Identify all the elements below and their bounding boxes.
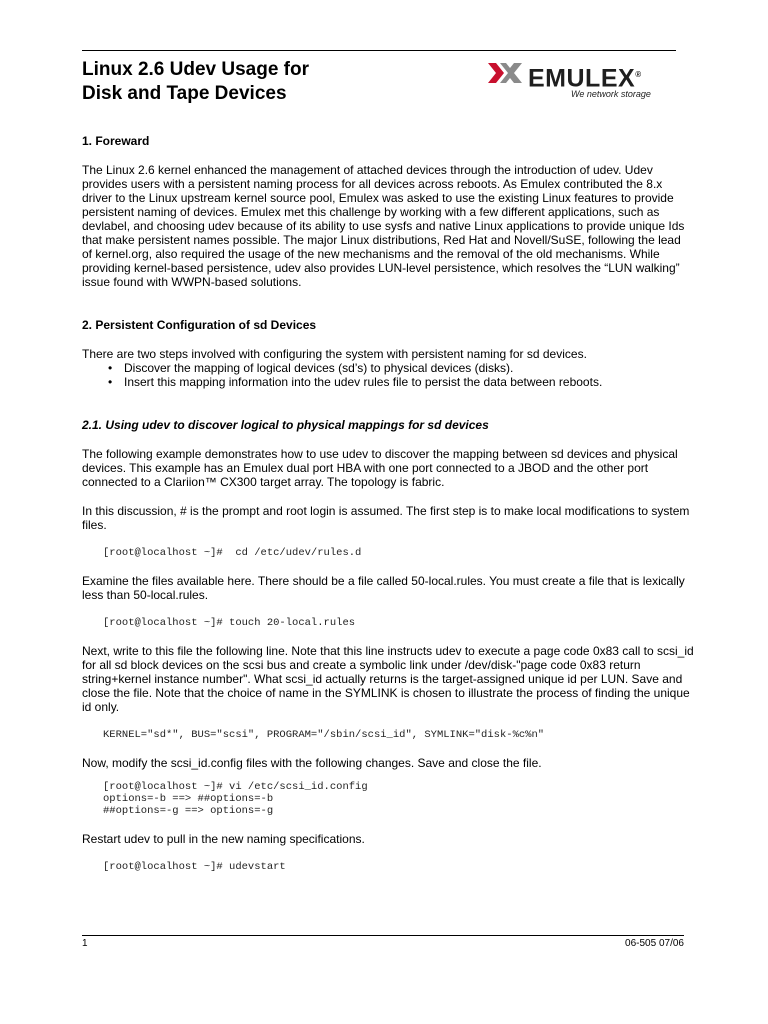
code-vi-line-1: [root@localhost ~]# vi /etc/scsi_id.config bbox=[103, 781, 368, 793]
list-item: • Discover the mapping of logical devices (sd’s) to physical devices (disks). bbox=[124, 361, 694, 375]
page-number: 1 bbox=[82, 938, 88, 949]
paragraph-steps-intro: There are two steps involved with configuring the system with persistent naming for sd devices. bbox=[82, 347, 587, 361]
code-vi-line-3: ##options=-g ==> options=-g bbox=[103, 805, 274, 817]
paragraph-foreward: The Linux 2.6 kernel enhanced the management of attached devices through the introduction of udev. Udev provides users with a persistent naming process for all devices across reboots. As Emulex contributed the 8.x driver to the Linux upstream kernel source pool, Emulex was asked to use the existing Linux features to provide persistent naming of devices. Emulex met this challenge by working with a few different applications, such as devlabel, and choosing udev because of its ability to use sysfs and native Linux applications to provide unique Ids that make persistent names possible. The major Linux distributions, Red Hat and Novell/SuSE, following the lead of kernel.org, also required the usage of the new mechanisms and the removal of the old mechanisms. While providing kernel-based persistence, udev also provides LUN-level persistence, which resolves the “LUN walking” issue found with WWPN-based solutions. bbox=[82, 163, 685, 289]
emulex-logo bbox=[486, 60, 686, 104]
paragraph-modify: Now, modify the scsi_id.config files with the following changes. Save and close the file. bbox=[82, 756, 542, 770]
title-line-1: Linux 2.6 Udev Usage for bbox=[82, 59, 310, 80]
section-heading-persistent-config: 2. Persistent Configuration of sd Devices bbox=[82, 318, 317, 332]
paragraph-restart: Restart udev to pull in the new naming specifications. bbox=[82, 832, 365, 846]
logo-tagline: We network storage bbox=[571, 89, 651, 99]
steps-list bbox=[82, 361, 694, 389]
title-line-2: Disk and Tape Devices bbox=[82, 83, 287, 104]
paragraph-examine: Examine the files available here. There should be a file called 50-local.rules. You must create a file that is lexically less than 50-local.rules. bbox=[82, 574, 685, 602]
document-body bbox=[82, 134, 694, 873]
section-heading-foreward: 1. Foreward bbox=[82, 134, 150, 148]
code-udevstart: [root@localhost ~]# udevstart bbox=[103, 861, 286, 873]
paragraph-example: The following example demonstrates how to use udev to discover the mapping between sd devices and physical devices. This example has an Emulex dual port HBA with one port connected to a JBOD and the other port connected to a Clariion™ CX300 target array. The topology is fabric. bbox=[82, 447, 678, 489]
logo-wordmark: EMULEX® bbox=[528, 64, 642, 93]
paragraph-discussion: In this discussion, # is the prompt and root login is assumed. The first step is to make local modifications to system files. bbox=[82, 504, 690, 532]
emulex-x-logo-icon bbox=[486, 60, 526, 86]
code-touch-rules: [root@localhost ~]# touch 20-local.rules bbox=[103, 617, 356, 629]
document-code: 06-505 07/06 bbox=[625, 938, 684, 949]
footer-rule bbox=[82, 935, 684, 936]
code-cd-rules: [root@localhost ~]# cd /etc/udev/rules.d bbox=[103, 547, 362, 559]
paragraph-next: Next, write to this file the following line. Note that this line instructs udev to execute a page code 0x83 call to scsi_id for all sd block devices on the scsi bus and create a symbolic link under /dev/disk-"page code 0x83 return string+kernel instance number". What scsi_id actually returns is the target-assigned unique id per LUN. Save and close the file. Note that the choice of name in the SYMLINK is chosen to illustrate the process of finding the unique id only. bbox=[82, 644, 694, 714]
code-vi-line-2: options=-b ==> ##options=-b bbox=[103, 793, 274, 805]
document-title bbox=[82, 58, 309, 106]
header-rule bbox=[82, 50, 676, 51]
code-udev-rule: KERNEL="sd*", BUS="scsi", PROGRAM="/sbin/scsi_id", SYMLINK="disk-%c%n" bbox=[103, 729, 545, 741]
subsection-heading: 2.1. Using udev to discover logical to physical mappings for sd devices bbox=[82, 418, 489, 432]
list-item: • Insert this mapping information into the udev rules file to persist the data between reboots. bbox=[124, 375, 694, 389]
